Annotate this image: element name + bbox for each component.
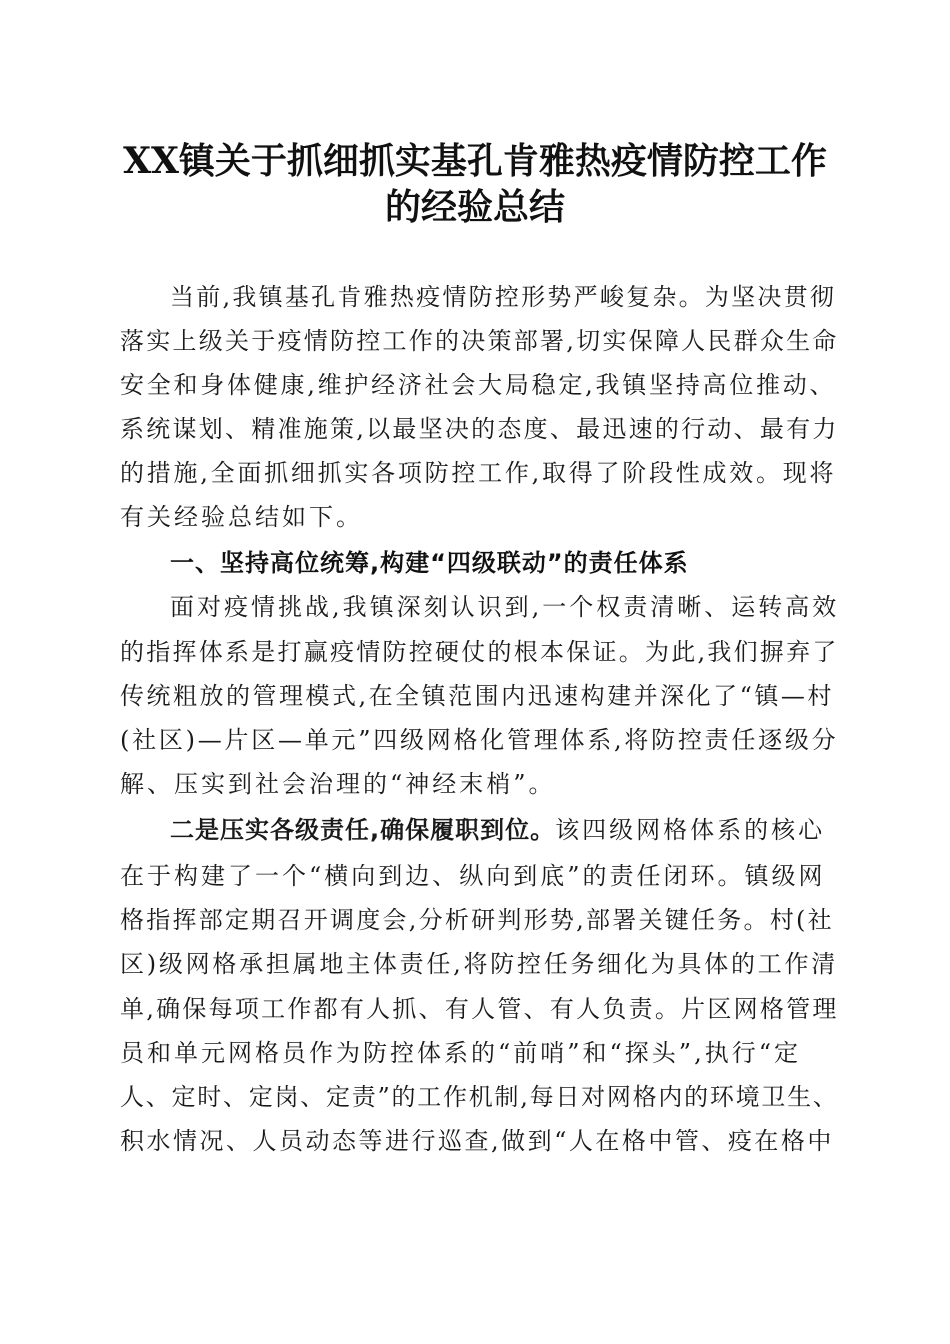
paragraph-3-line: 积水情况、人员动态等进行巡查,做到“人在格中管、疫在格中 (120, 1127, 834, 1155)
paragraph-3-first-line (170, 815, 825, 845)
paragraph-3-line: 在于构建了一个“横向到边、纵向到底”的责任闭环。镇级网 (120, 862, 826, 890)
paragraph-1-line: 的措施,全面抓细抓实各项防控工作,取得了阶段性成效。现将 (120, 459, 837, 487)
paragraph-3-line: 格指挥部定期召开调度会,分析研判形势,部署关键任务。村(社 (120, 906, 834, 934)
paragraph-2-line: 面对疫情挑战,我镇深刻认识到,一个权责清晰、运转高效 (170, 593, 840, 621)
section-heading-1: 一、坚持高位统筹,构建“四级联动”的责任体系 (170, 549, 689, 577)
paragraph-3-line: 区)级网格承担属地主体责任,将防控任务细化为具体的工作清 (120, 950, 838, 978)
document-title-line-1: XX镇关于抓细抓实基孔肯雅热疫情防控工作 (123, 140, 827, 182)
document-title-line-2: 的经验总结 (384, 186, 565, 228)
paragraph-2-line: (社区)—片区—单元”四级网格化管理体系,将防控责任逐级分 (120, 726, 839, 754)
paragraph-3-line: 人、定时、定岗、定责”的工作机制,每日对网格内的环境卫生、 (120, 1083, 839, 1111)
paragraph-3-line: 员和单元网格员作为防控体系的“前哨”和“探头”,执行“定 (120, 1039, 801, 1067)
paragraph-2-line: 传统粗放的管理模式,在全镇范围内迅速构建并深化了“镇—村 (120, 682, 834, 710)
paragraph-3-first-rest: 该四级网格体系的核心 (555, 816, 826, 844)
paragraph-3-line: 单,确保每项工作都有人抓、有人管、有人负责。片区网格管理 (120, 995, 839, 1023)
paragraph-1-line: 落实上级关于疫情防控工作的决策部署,切实保障人民群众生命 (120, 327, 839, 355)
paragraph-2-line: 解、压实到社会治理的“神经末梢”。 (120, 770, 556, 798)
paragraph-3-lead: 二是压实各级责任,确保履职到位。 (170, 816, 556, 844)
paragraph-2-line: 的指挥体系是打赢疫情防控硬仗的根本保证。为此,我们摒弃了 (120, 638, 839, 666)
paragraph-1-line: 有关经验总结如下。 (120, 503, 363, 531)
paragraph-1-line: 当前,我镇基孔肯雅热疫情防控形势严峻复杂。为坚决贯彻 (170, 283, 837, 311)
paragraph-1-line: 系统谋划、精准施策,以最坚决的态度、最迅速的行动、最有力 (120, 415, 839, 443)
paragraph-1-line: 安全和身体健康,维护经济社会大局稳定,我镇坚持高位推动、 (120, 371, 837, 399)
